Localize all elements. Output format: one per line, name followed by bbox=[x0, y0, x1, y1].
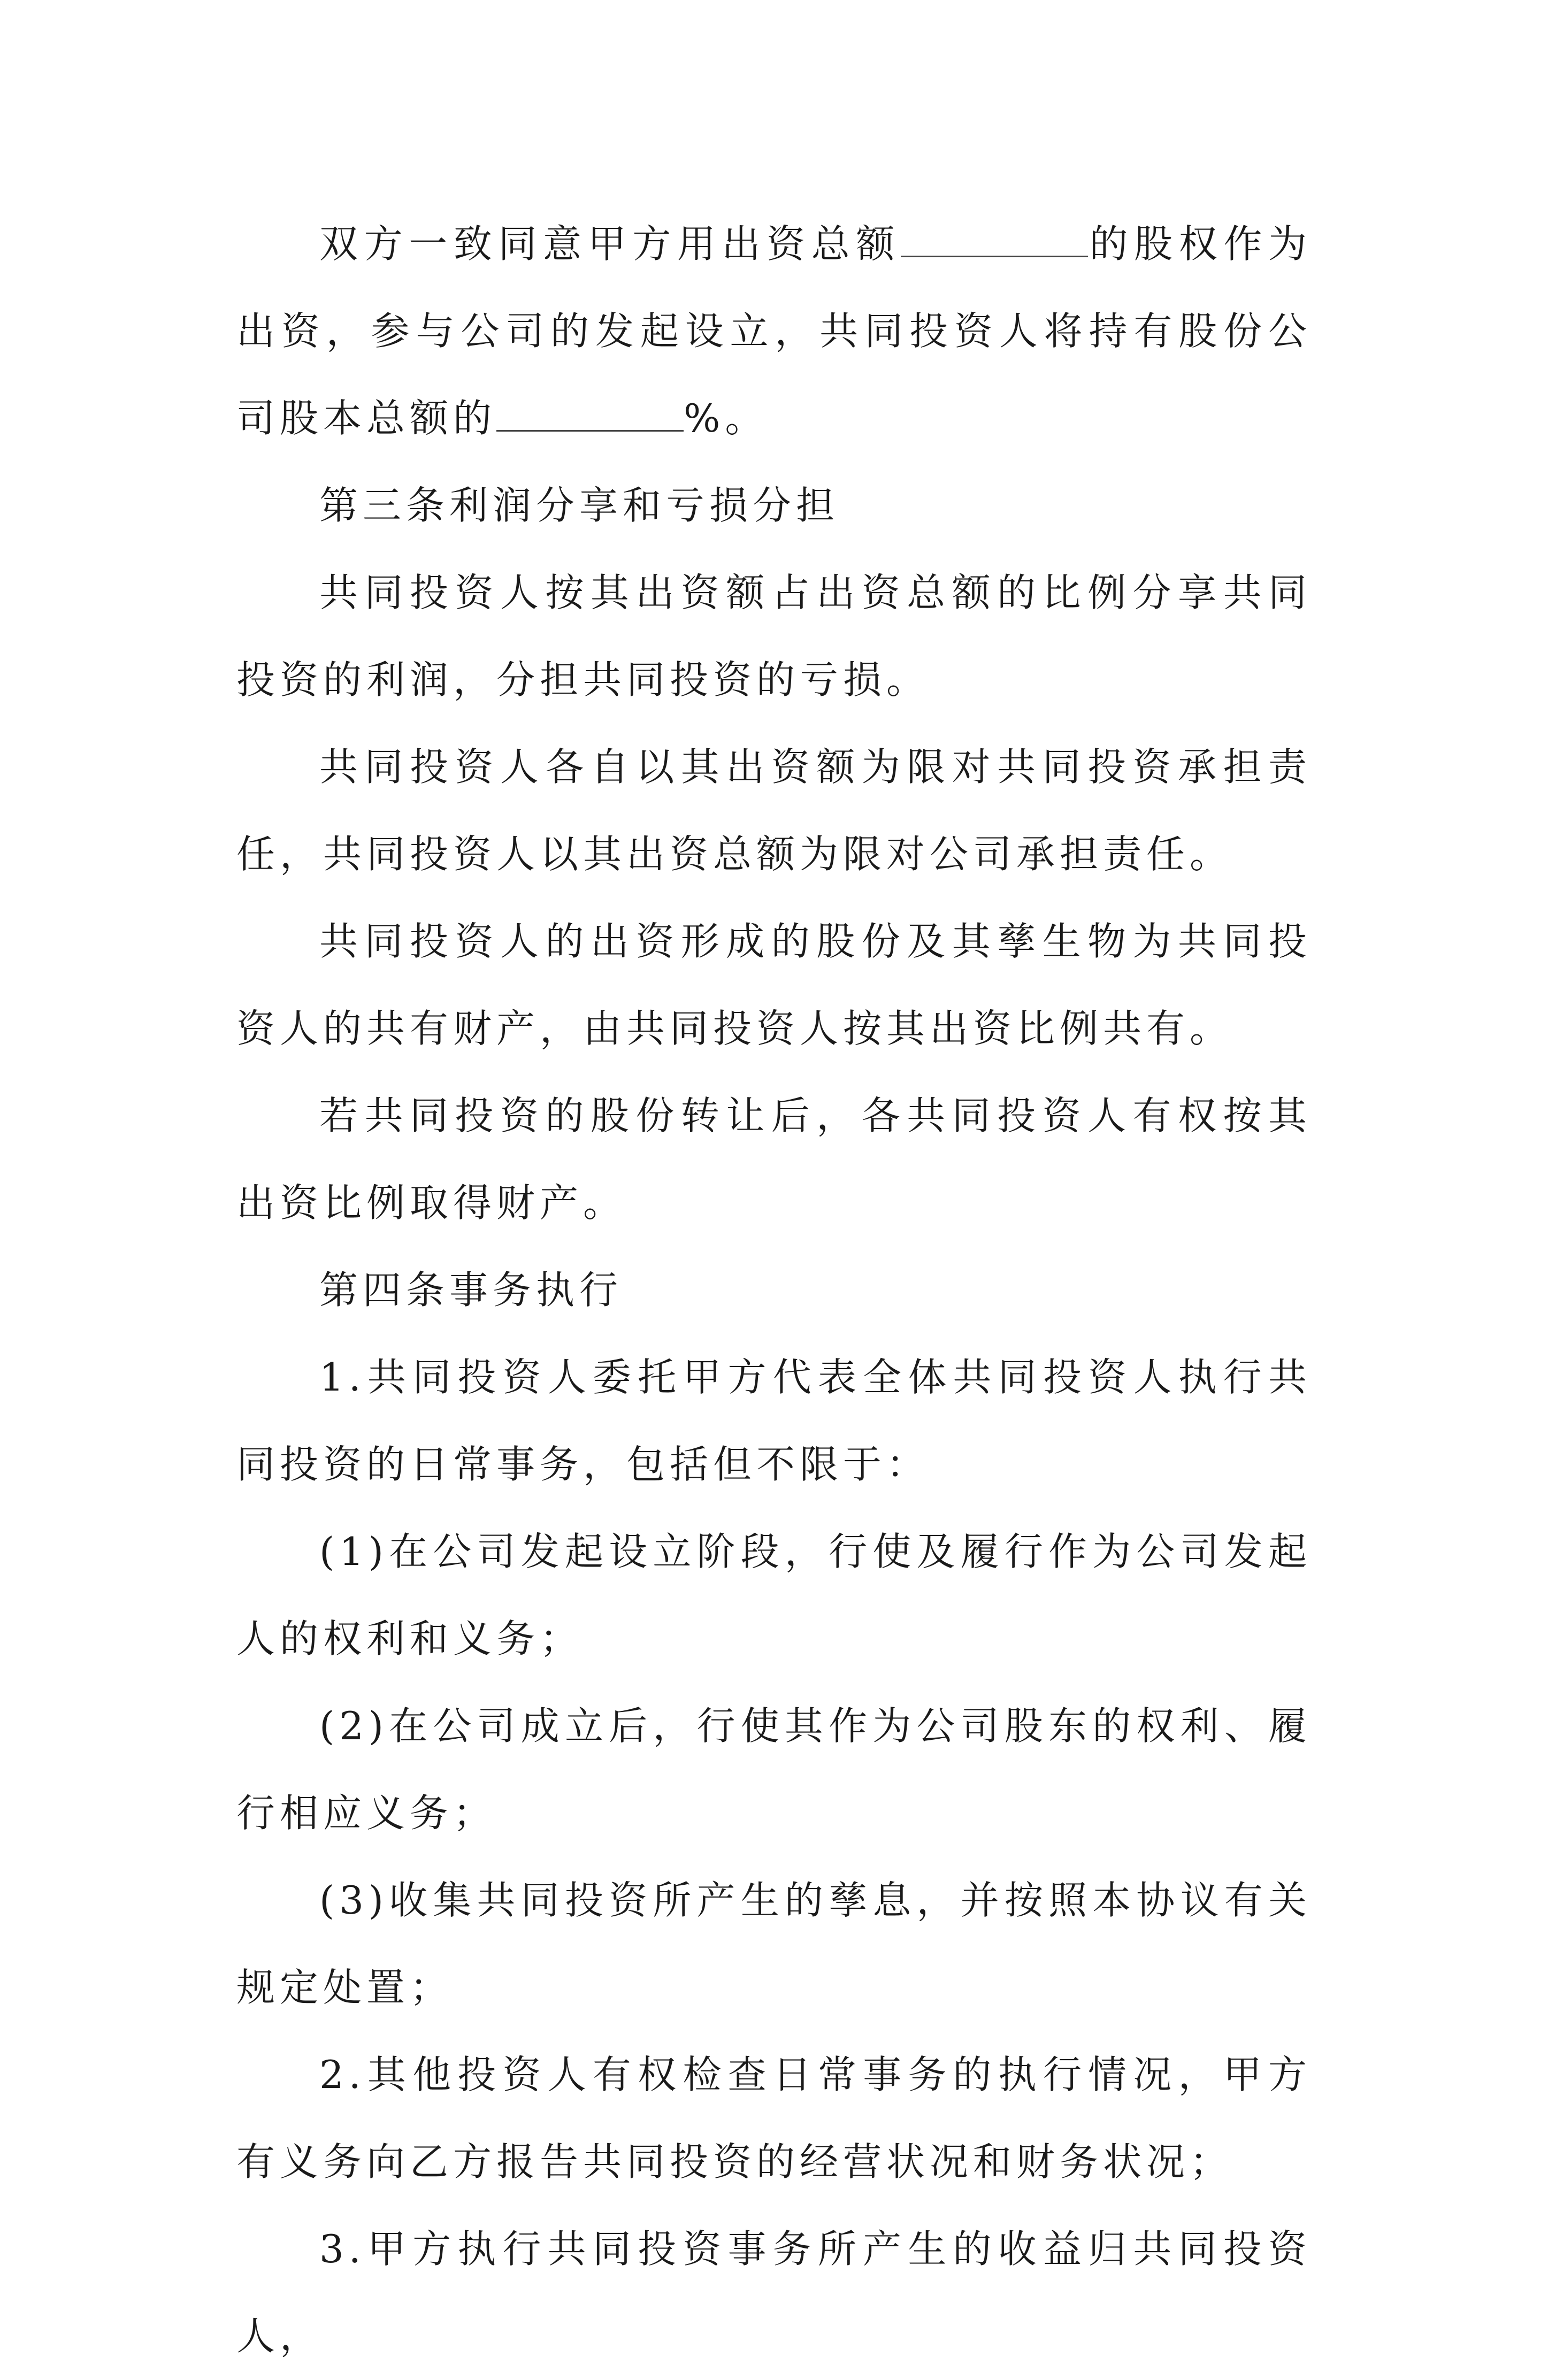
paragraph-profit-share: 共同投资人按其出资额占出资总额的比例分享共同投资的利润，分担共同投资的亏损。 bbox=[236, 570, 1312, 702]
paragraph-capital-contribution bbox=[236, 201, 1312, 462]
item-1: 1.共同投资人委托甲方代表全体共同投资人执行共同投资的日常事务，包括但不限于： bbox=[236, 1355, 1312, 1487]
text-segment: %。 bbox=[684, 396, 769, 441]
item-2: 2.其他投资人有权检查日常事务的执行情况，甲方有义务向乙方报告共同投资的经营状况和财务状况； bbox=[236, 2052, 1312, 2184]
item-1-sub-2: (2)在公司成立后，行使其作为公司股东的权利、履行相应义务； bbox=[236, 1703, 1312, 1836]
paragraph-liability: 共同投资人各自以其出资额为限对共同投资承担责任，共同投资人以其出资总额为限对公司承担责任。 bbox=[236, 744, 1312, 877]
article-4-heading: 第四条事务执行 bbox=[319, 1268, 623, 1312]
item-1-sub-1: (1)在公司发起设立阶段，行使及履行作为公司发起人的权利和义务； bbox=[236, 1529, 1312, 1661]
item-1-sub-3: (3)收集共同投资所产生的孳息，并按照本协议有关规定处置； bbox=[236, 1878, 1312, 2010]
item-3: 3.甲方执行共同投资事务所产生的收益归共同投资人， bbox=[236, 2227, 1312, 2359]
article-3-heading: 第三条利润分享和亏损分担 bbox=[319, 483, 840, 528]
paragraph-joint-property: 共同投资人的出资形成的股份及其孳生物为共同投资人的共有财产，由共同投资人按其出资比例共有。 bbox=[236, 919, 1312, 1051]
document-body bbox=[236, 201, 1312, 2380]
blank-amount-field bbox=[901, 222, 1088, 257]
paragraph-share-transfer: 若共同投资的股份转让后，各共同投资人有权按其出资比例取得财产。 bbox=[236, 1093, 1312, 1225]
text-segment: 的股权作为出资，参与公司的发起设立，共同投资人将持有股份公司股本总额的 bbox=[236, 221, 1312, 441]
text-segment: 双方一致同意甲方用出资总额 bbox=[319, 221, 901, 266]
blank-percentage-field bbox=[496, 397, 684, 432]
